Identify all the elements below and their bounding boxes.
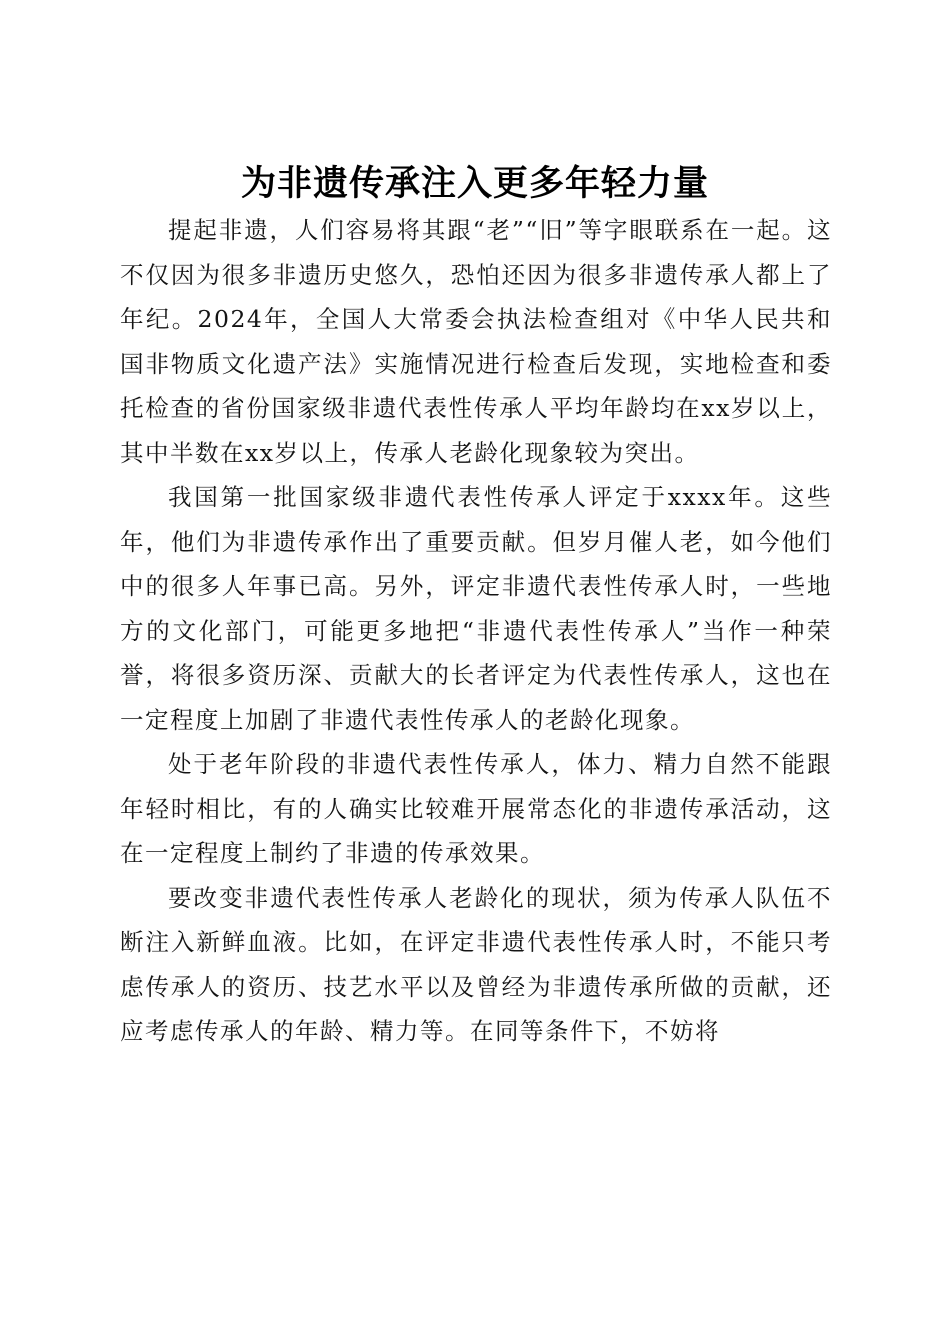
paragraph-2: 我国第一批国家级非遗代表性传承人评定于xxxx年。这些年，他们为非遗传承作出了重要贡献。但岁月催人老，如今他们中的很多人年事已高。另外，评定非遗代表性传承人时，一些地方的文化部门，可能更多地把“非遗代表性传承人”当作一种荣誉，将很多资历深、贡献大的长者评定为代表性传承人，这也在一定程度上加剧了非遗代表性传承人的老龄化现象。 xyxy=(120,483,832,734)
paragraph-3: 处于老年阶段的非遗代表性传承人，体力、精力自然不能跟年轻时相比，有的人确实比较难开展常态化的非遗传承活动，这在一定程度上制约了非遗的传承效果。 xyxy=(120,750,832,867)
paragraph-1: 提起非遗，人们容易将其跟“老”“旧”等字眼联系在一起。这不仅因为很多非遗历史悠久，恐怕还因为很多非遗传承人都上了年纪。2024年，全国人大常委会执法检查组对《中华人民共和国非物质文化遗产法》实施情况进行检查后发现，实地检查和委托检查的省份国家级非遗代表性传承人平均年龄均在xx岁以上，其中半数在xx岁以上，传承人老龄化现象较为突出。 xyxy=(120,216,832,467)
document-title: 为非遗传承注入更多年轻力量 xyxy=(240,163,709,205)
paragraph-4: 要改变非遗代表性传承人老龄化的现状，须为传承人队伍不断注入新鲜血液。比如，在评定非遗代表性传承人时，不能只考虑传承人的资历、技艺水平以及曾经为非遗传承所做的贡献，还应考虑传承人的年龄、精力等。在同等条件下，不妨将 xyxy=(120,883,832,1045)
document-body xyxy=(120,208,832,1054)
